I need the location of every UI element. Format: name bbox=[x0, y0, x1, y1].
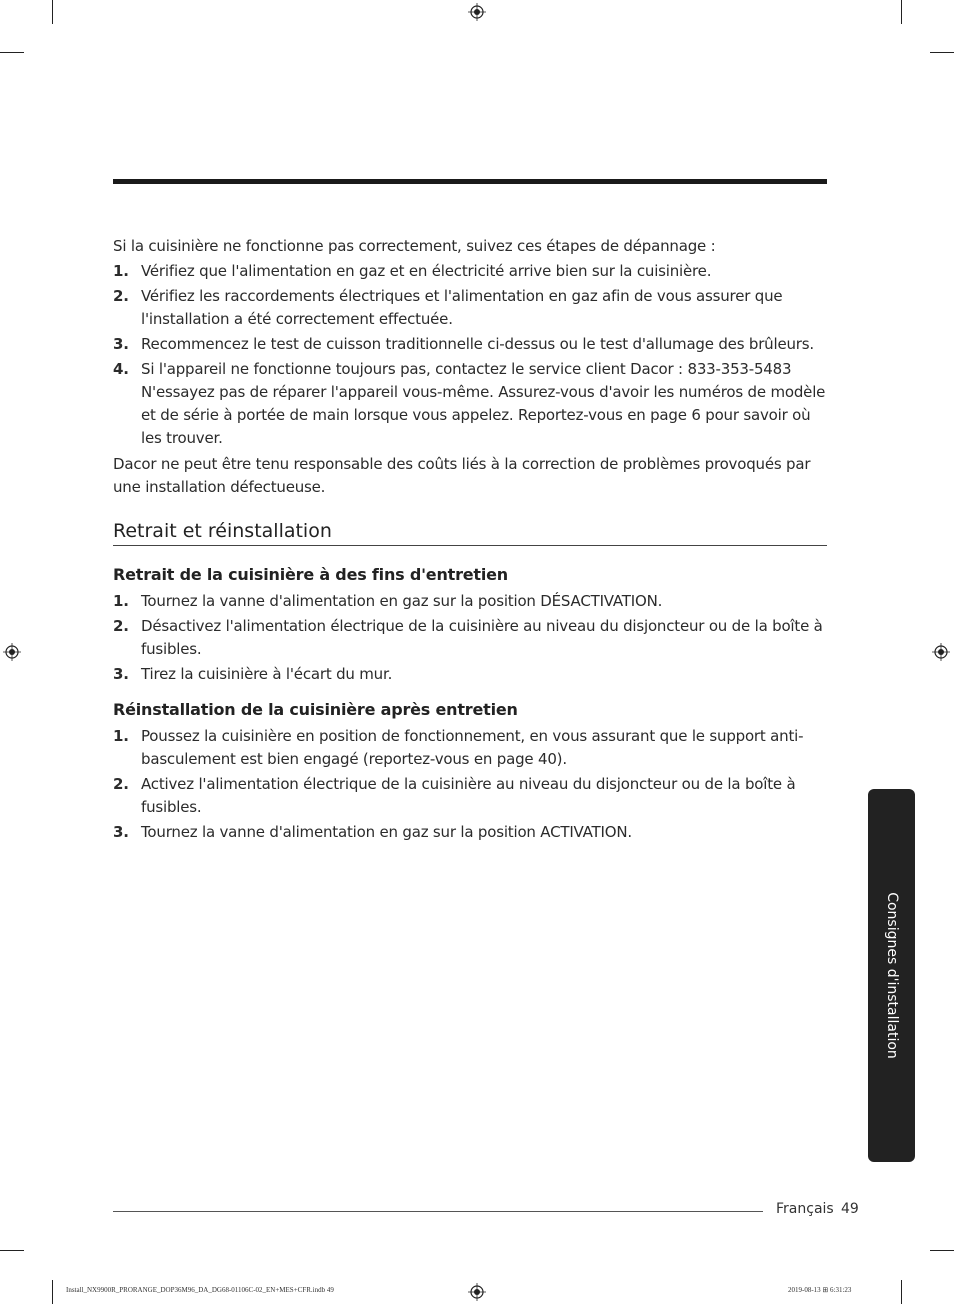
troubleshoot-steps bbox=[113, 260, 827, 450]
crop-mark bbox=[901, 0, 902, 24]
registration-mark-icon bbox=[932, 643, 950, 661]
section-title: Retrait et réinstallation bbox=[113, 517, 827, 546]
intro-text: Si la cuisinière ne fonctionne pas correctement, suivez ces étapes de dépannage : bbox=[113, 237, 716, 255]
removal-steps bbox=[113, 590, 827, 686]
chapter-tab-label: Consignes d'installation bbox=[884, 892, 900, 1059]
registration-mark-icon bbox=[468, 1283, 486, 1301]
list-item: 2. Activez l'alimentation électrique de la cuisinière au niveau du disjoncteur ou de la boîte à fusibles. bbox=[113, 775, 796, 816]
print-slug-file: Install_NX9900R_PRORANGE_DOP36M96_DA_DG68-01106C-02_EN+MES+CFR.indb 49 bbox=[66, 1286, 334, 1294]
disclaimer-text: Dacor ne peut être tenu responsable des coûts liés à la correction de problèmes provoqués par une installation défectueuse. bbox=[113, 455, 811, 496]
crop-mark bbox=[52, 1280, 53, 1304]
removal-block bbox=[113, 563, 827, 689]
list-item: 4. Si l'appareil ne fonctionne toujours pas, contactez le service client Dacor : 833-353-5483 N'essayez pas de réparer l'appareil vous-même. Assurez-vous d'avoir les numéros de modèle et de série à portée de main lorsque vous appelez. Reportez-vous en page 6 pour savoir où les trouver. bbox=[113, 360, 826, 447]
print-slug-date: 2019-08-13 ⊞ 6:31:23 bbox=[788, 1286, 852, 1294]
crop-mark bbox=[0, 52, 24, 53]
troubleshooting-block bbox=[113, 235, 827, 499]
list-item: 3. Recommencez le test de cuisson traditionnelle ci-dessus ou le test d'allumage des brûleurs. bbox=[113, 335, 814, 353]
reinstall-steps bbox=[113, 725, 827, 844]
list-item: 2. Vérifiez les raccordements électriques et l'alimentation en gaz afin de vous assurer que l'installation a été correctement effectuée. bbox=[113, 287, 783, 328]
crop-mark bbox=[930, 1250, 954, 1251]
page-number: 49 bbox=[841, 1201, 859, 1217]
list-item: 1. Poussez la cuisinière en position de fonctionnement, en vous assurant que le support anti-basculement est bien engagé (reportez-vous en page 40). bbox=[113, 727, 804, 768]
reinstall-block bbox=[113, 698, 827, 847]
registration-mark-icon bbox=[468, 3, 486, 21]
chapter-tab bbox=[868, 789, 915, 1162]
list-item: 3. Tirez la cuisinière à l'écart du mur. bbox=[113, 665, 393, 683]
removal-title: Retrait de la cuisinière à des fins d'entretien bbox=[113, 565, 508, 584]
crop-mark bbox=[930, 52, 954, 53]
footer-language: Français bbox=[776, 1201, 834, 1217]
registration-mark-icon bbox=[3, 643, 21, 661]
crop-mark bbox=[901, 1280, 902, 1304]
list-item: 1. Tournez la vanne d'alimentation en gaz sur la position DÉSACTIVATION. bbox=[113, 592, 663, 610]
list-item: 3. Tournez la vanne d'alimentation en gaz sur la position ACTIVATION. bbox=[113, 823, 632, 841]
footer-rule bbox=[113, 1211, 763, 1212]
reinstall-title: Réinstallation de la cuisinière après entretien bbox=[113, 700, 518, 719]
list-item: 2. Désactivez l'alimentation électrique de la cuisinière au niveau du disjoncteur ou de la boîte à fusibles. bbox=[113, 617, 823, 658]
list-item: 1. Vérifiez que l'alimentation en gaz et en électricité arrive bien sur la cuisinière. bbox=[113, 262, 712, 280]
crop-mark bbox=[52, 0, 53, 24]
top-rule bbox=[113, 179, 827, 184]
crop-mark bbox=[0, 1250, 24, 1251]
